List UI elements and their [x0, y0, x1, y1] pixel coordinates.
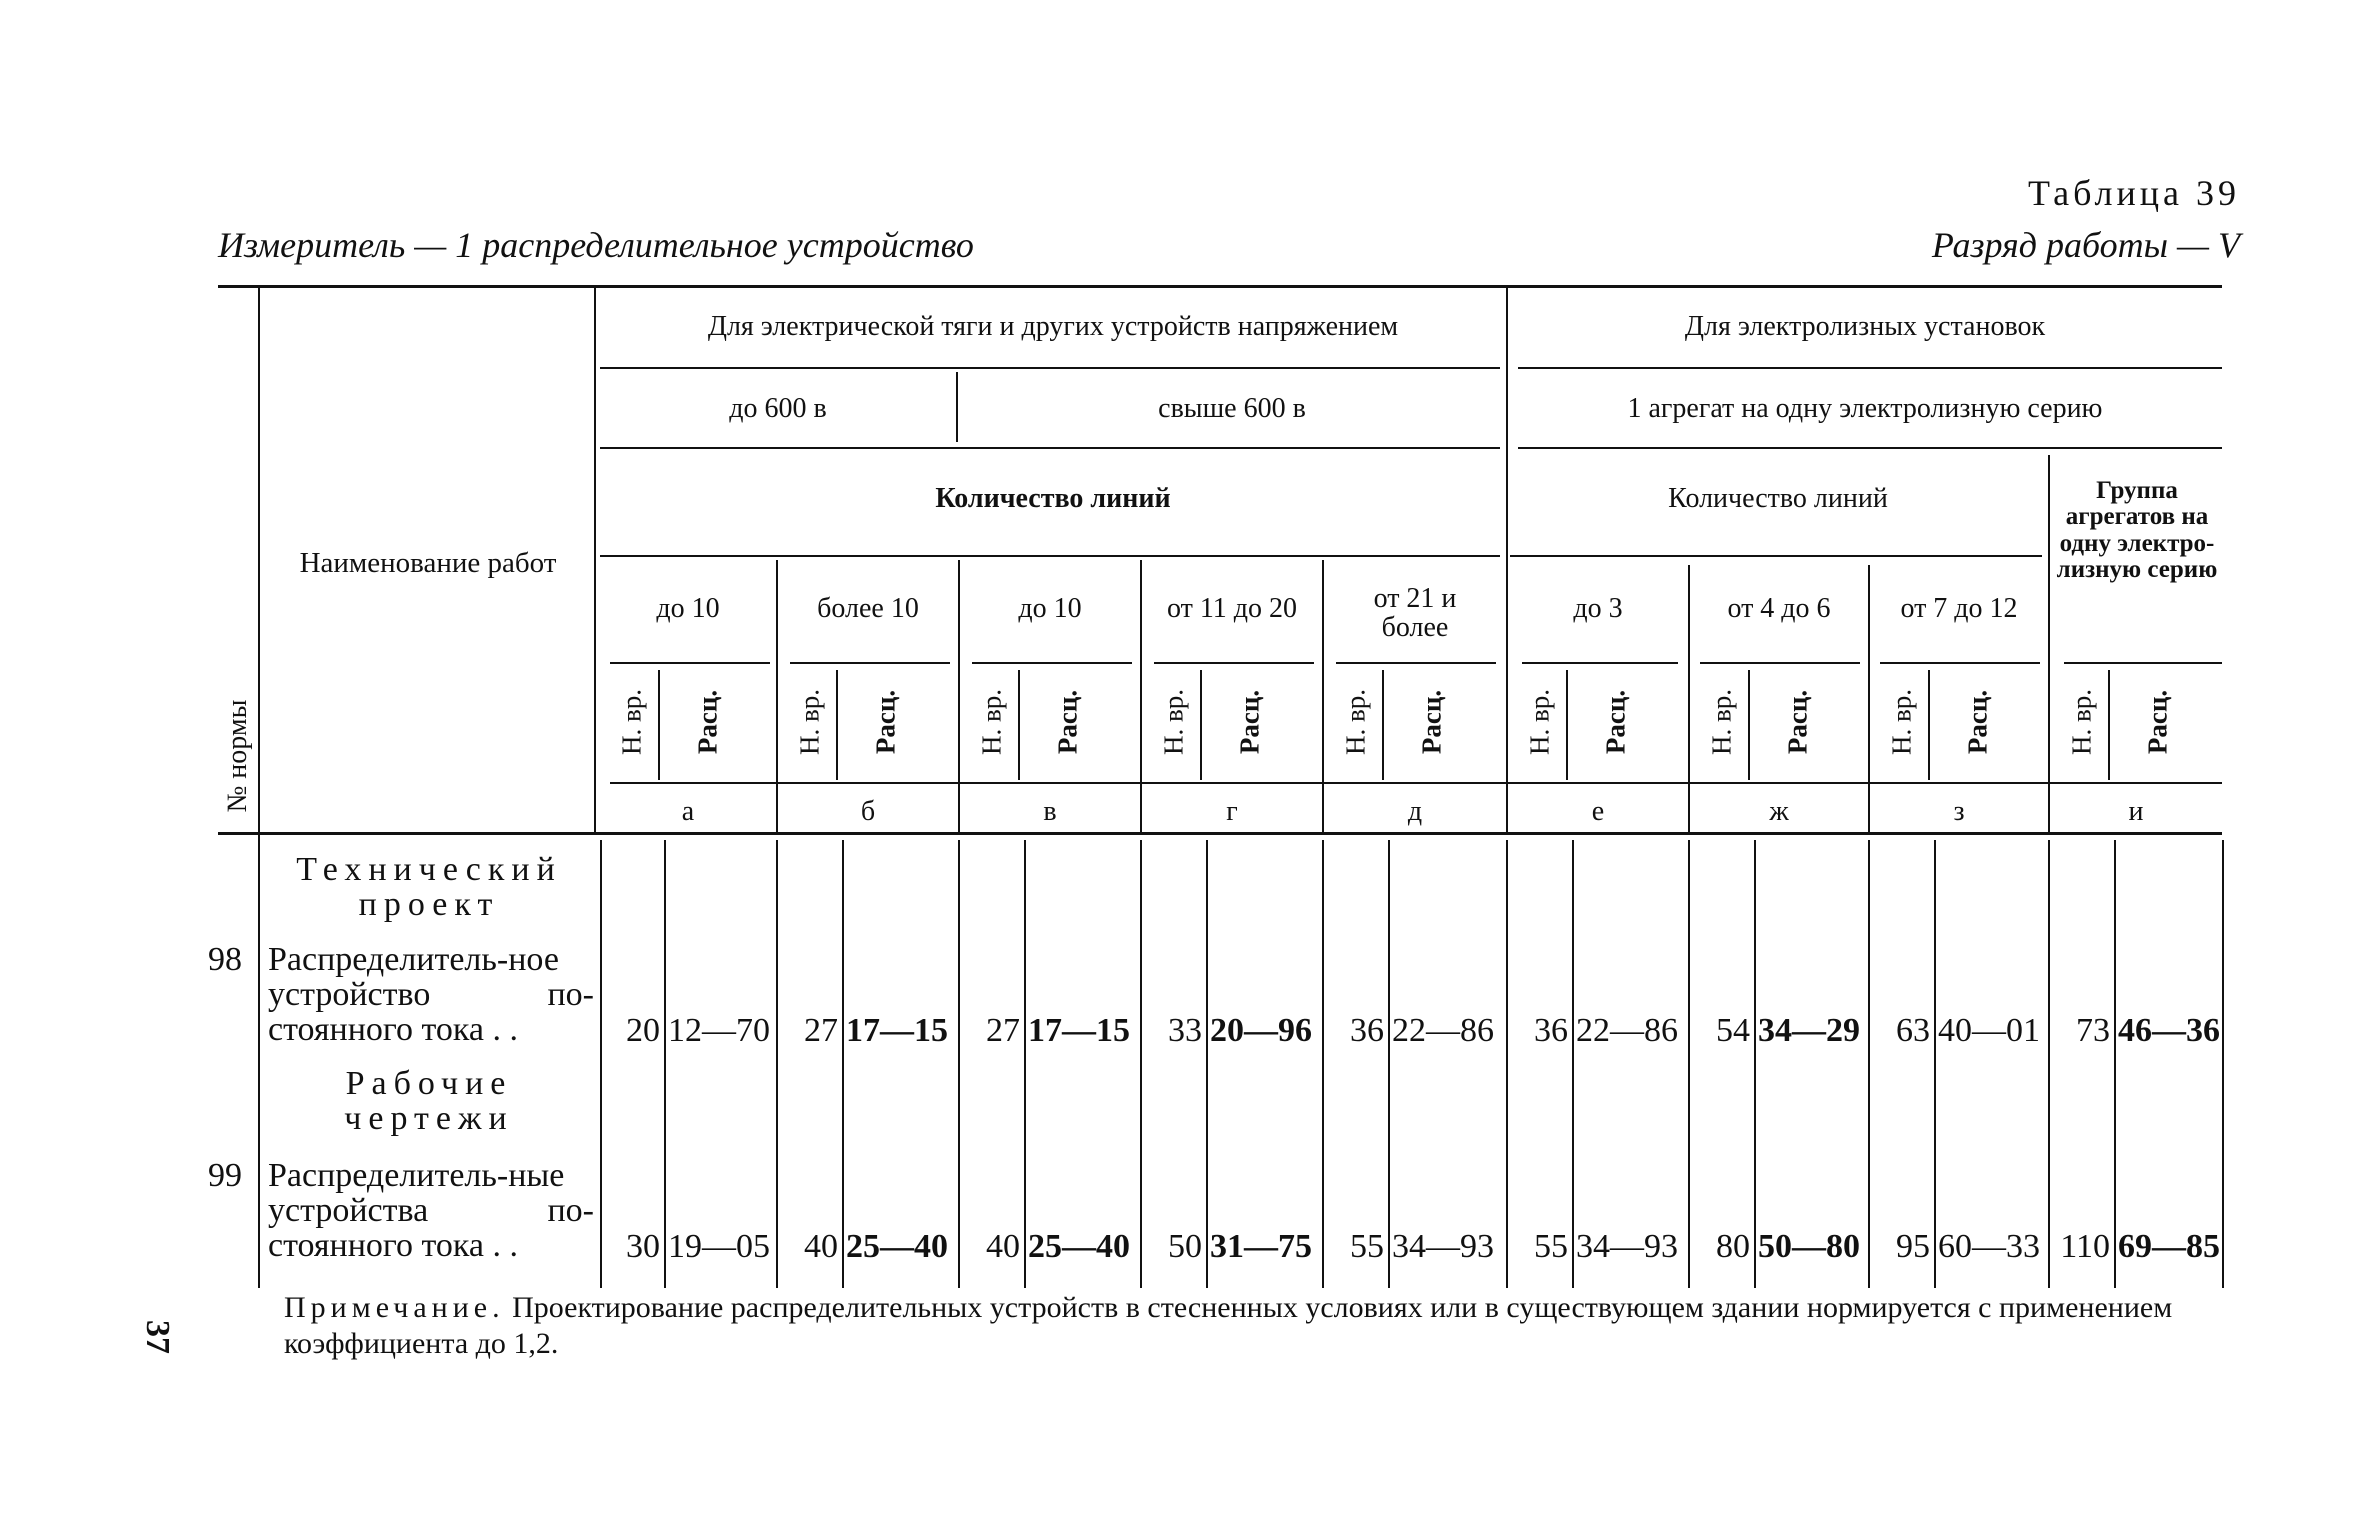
- subheader-sep: [1018, 670, 1020, 780]
- row-99-no: 99: [208, 1157, 242, 1194]
- cell-norm-time: 27: [986, 1012, 1020, 1049]
- range-underline: [1336, 662, 1496, 664]
- group-a-label: Для электрической тяги и других устройств напряжением: [707, 311, 1399, 342]
- col-letter-g: ж: [1769, 796, 1789, 827]
- cell-norm-time: 27: [804, 1012, 838, 1049]
- rule-agg: [1518, 447, 2222, 449]
- body-col-line: [842, 840, 844, 1288]
- col-letter-b: б: [860, 796, 876, 827]
- norm-time-label: Н. вр.: [1886, 689, 1917, 755]
- rate-label: Расц.: [1416, 689, 1447, 755]
- cell-rate: 20—96: [1210, 1012, 1312, 1049]
- cell-norm-time: 30: [626, 1228, 660, 1265]
- cell-rate: 34—29: [1758, 1012, 1860, 1049]
- rule-lines-b: [1510, 555, 2042, 557]
- range-a: до 10: [656, 593, 720, 624]
- body-col-line: [1388, 840, 1390, 1288]
- cell-norm-time: 63: [1896, 1012, 1930, 1049]
- row-98-name: Распределитель-ное устройство по-стоянного тока . .: [268, 941, 594, 1048]
- note-label: Примечание.: [284, 1291, 505, 1324]
- col-sep-no: [258, 288, 260, 1288]
- work-name-head: Наименование работ: [299, 547, 557, 579]
- col-letter-d: г: [1226, 796, 1238, 827]
- cell-norm-time: 40: [986, 1228, 1020, 1265]
- subheader-sep: [836, 670, 838, 780]
- rule-voltage: [600, 447, 1500, 449]
- range-underline: [1522, 662, 1678, 664]
- cell-norm-time: 80: [1716, 1228, 1750, 1265]
- table-caption: Таблица 39: [2028, 173, 2240, 213]
- range-h: от 7 до 12: [1900, 593, 2018, 624]
- range-underline: [2064, 662, 2222, 664]
- norm-time-label: Н. вр.: [976, 689, 1007, 755]
- cell-rate: 25—40: [846, 1228, 948, 1265]
- range-underline: [1880, 662, 2040, 664]
- cell-rate: 25—40: [1028, 1228, 1130, 1265]
- rate-label: Расц.: [870, 689, 901, 755]
- cell-rate: 12—70: [668, 1012, 770, 1049]
- subheader-sep: [1566, 670, 1568, 780]
- col-letter-f: е: [1591, 796, 1605, 827]
- cell-norm-time: 95: [1896, 1228, 1930, 1265]
- section-tech-project: Технический проект: [296, 851, 562, 923]
- measure-unit: Измеритель — 1 распределительное устройство: [218, 225, 974, 265]
- body-col-line: [600, 840, 602, 1288]
- cell-norm-time: 36: [1534, 1012, 1568, 1049]
- range-c: до 10: [1018, 593, 1082, 624]
- cell-rate: 40—01: [1938, 1012, 2040, 1049]
- voltage-high: свыше 600 в: [1158, 393, 1306, 424]
- col-sep-groups: [1506, 288, 1508, 832]
- table-top-rule: [218, 285, 2222, 288]
- header-bottom-rule: [218, 832, 2222, 835]
- lines-count-a: Количество линий: [935, 483, 1171, 514]
- group-b-title: Для электролизных установок: [1684, 311, 2046, 342]
- norm-time-label: Н. вр.: [1524, 689, 1555, 755]
- body-col-line: [1868, 840, 1870, 1288]
- col-letter-i: и: [2128, 796, 2144, 827]
- cell-rate: 19—05: [668, 1228, 770, 1265]
- col-letter-a: а: [681, 796, 695, 827]
- subheader-sep: [2108, 670, 2110, 780]
- body-col-line: [1934, 840, 1936, 1288]
- range-e: от 21 и более: [1373, 583, 1457, 644]
- rule-group-b: [1518, 367, 2222, 369]
- cell-norm-time: 33: [1168, 1012, 1202, 1049]
- rate-label: Расц.: [1234, 689, 1265, 755]
- subheader-sep: [1200, 670, 1202, 780]
- subheader-sep: [1382, 670, 1384, 780]
- rule-lines-a: [600, 555, 1500, 557]
- cell-rate: 22—86: [1576, 1012, 1678, 1049]
- subheader-sep: [658, 670, 660, 780]
- range-underline: [790, 662, 950, 664]
- cell-norm-time: 54: [1716, 1012, 1750, 1049]
- cell-rate: 31—75: [1210, 1228, 1312, 1265]
- norm-time-label: Н. вр.: [616, 689, 647, 755]
- work-grade: Разряд работы — V: [1931, 225, 2240, 265]
- rate-label: Расц.: [1962, 689, 1993, 755]
- cell-norm-time: 55: [1350, 1228, 1384, 1265]
- body-col-line: [1206, 840, 1208, 1288]
- rule-group-a: [600, 367, 1500, 369]
- row-99-name: Распределитель-ные устройства по-стоянного тока . .: [268, 1157, 594, 1264]
- body-col-line: [1506, 840, 1508, 1288]
- norm-time-label: Н. вр.: [1340, 689, 1371, 755]
- agg-one-series: 1 агрегат на одну электролизную серию: [1627, 393, 2103, 424]
- cell-rate: 50—80: [1758, 1228, 1860, 1265]
- body-col-line: [1024, 840, 1026, 1288]
- cell-rate: 34—93: [1576, 1228, 1678, 1265]
- cell-rate: 17—15: [1028, 1012, 1130, 1049]
- group-a-title: [600, 312, 1506, 341]
- body-col-line: [2222, 840, 2224, 1288]
- rate-label: Расц.: [1600, 689, 1631, 755]
- col-letter-e: д: [1407, 796, 1423, 827]
- body-col-line: [2048, 840, 2050, 1288]
- subheader-sep: [1928, 670, 1930, 780]
- body-col-line: [776, 840, 778, 1288]
- note-text: Проектирование распределительных устройств в стесненных условиях или в существующем здании нормируется с применением коэффициента до 1,2.: [284, 1291, 2173, 1360]
- range-g: от 4 до 6: [1727, 593, 1831, 624]
- range-d: от 11 до 20: [1166, 593, 1298, 624]
- subheader-sep: [1748, 670, 1750, 780]
- range-underline: [610, 662, 770, 664]
- norm-time-label: Н. вр.: [794, 689, 825, 755]
- page-number: 37: [139, 1320, 176, 1354]
- norm-time-label: Н. вр.: [1158, 689, 1189, 755]
- range-underline: [1700, 662, 1860, 664]
- cell-norm-time: 20: [626, 1012, 660, 1049]
- body-col-line: [1688, 840, 1690, 1288]
- cell-rate: 34—93: [1392, 1228, 1494, 1265]
- section-working-drawings: Рабочие чертежи: [344, 1065, 514, 1137]
- lines-count-b: Количество линий: [1668, 483, 1888, 514]
- range-f: до 3: [1573, 593, 1623, 624]
- body-col-line: [1572, 840, 1574, 1288]
- cell-norm-time: 50: [1168, 1228, 1202, 1265]
- cell-rate: 22—86: [1392, 1012, 1494, 1049]
- rate-label: Расц.: [1782, 689, 1813, 755]
- cell-norm-time: 40: [804, 1228, 838, 1265]
- cell-rate: 69—85: [2118, 1228, 2220, 1265]
- rule-letters: [610, 782, 2222, 784]
- rate-label: Расц.: [1052, 689, 1083, 755]
- col-sep-r4: [1322, 560, 1324, 832]
- cell-norm-time: 36: [1350, 1012, 1384, 1049]
- cell-norm-time: 110: [2060, 1228, 2110, 1265]
- col-sep-name: [594, 288, 596, 832]
- body-col-line: [1322, 840, 1324, 1288]
- norm-no-head: № нормы: [222, 699, 253, 813]
- rate-label: Расц.: [692, 689, 723, 755]
- cell-rate: 46—36: [2118, 1012, 2220, 1049]
- cell-norm-time: 73: [2076, 1012, 2110, 1049]
- cell-rate: 60—33: [1938, 1228, 2040, 1265]
- body-col-line: [1754, 840, 1756, 1288]
- col-sep-units-group: [2048, 455, 2050, 832]
- rate-label: Расц.: [2142, 689, 2173, 755]
- row-98-no: 98: [208, 941, 242, 978]
- body-col-line: [664, 840, 666, 1288]
- col-letter-c: в: [1043, 796, 1057, 827]
- body-col-line: [2114, 840, 2116, 1288]
- norm-time-label: Н. вр.: [2066, 689, 2097, 755]
- range-underline: [1154, 662, 1314, 664]
- col-letter-h: з: [1953, 796, 1965, 827]
- body-col-line: [1140, 840, 1142, 1288]
- cell-rate: 17—15: [846, 1012, 948, 1049]
- norm-time-label: Н. вр.: [1706, 689, 1737, 755]
- cell-norm-time: 55: [1534, 1228, 1568, 1265]
- range-underline: [972, 662, 1132, 664]
- range-b: более 10: [817, 593, 919, 624]
- note: [284, 1290, 2224, 1362]
- group-units-label: Группа агрегатов на одну электро-лизную серию: [2056, 477, 2218, 583]
- body-col-line: [958, 840, 960, 1288]
- voltage-low: до 600 в: [729, 393, 827, 424]
